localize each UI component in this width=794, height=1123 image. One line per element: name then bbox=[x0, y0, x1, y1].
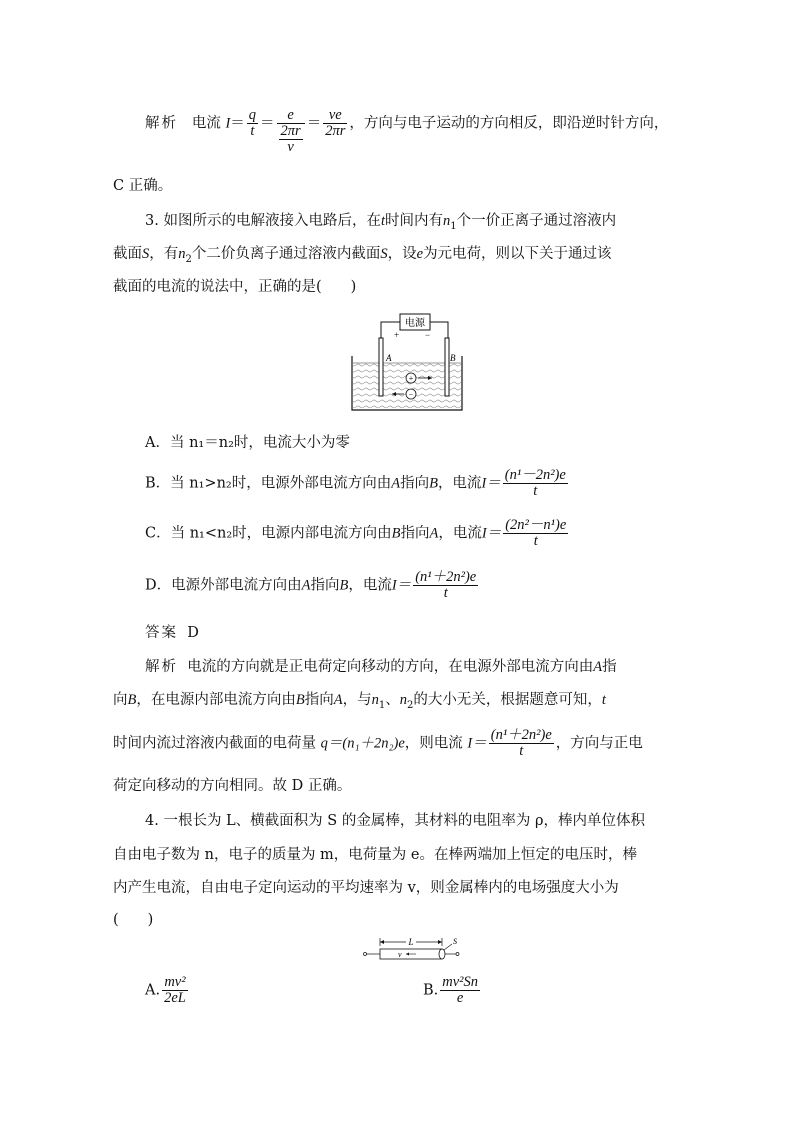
fraction: $\frac{q}{t}$ bbox=[248, 107, 257, 139]
q3-analysis-line-4: 荷定向移动的方向相同。故 D 正确。 bbox=[113, 778, 352, 794]
analysis-text: ，方向与电子运动的方向相反，即沿逆时针方向， bbox=[349, 115, 669, 132]
fraction: $\frac{\text{(n¹－2n²)e}}{t}$ bbox=[504, 467, 566, 499]
question-4-line-1: 4. 一根长为 L、横截面积为 S 的金属棒，其材料的电阻率为 ρ，棒内单位体积 bbox=[145, 813, 645, 829]
formula-symbol: I bbox=[225, 115, 231, 132]
q4-option-a: A. $\frac{\text{mv²}}{2eL}$ bbox=[145, 974, 186, 1006]
q3-analysis-line-2: 向B，在电源内部电流方向由B指向A，与$n_1$、$n_2$的大小无关，根据题意可知，t bbox=[113, 692, 606, 711]
question-4-line-3: 内产生电流，自由电子定向运动的平均速率为 v，则金属棒内的电场强度大小为 bbox=[113, 880, 619, 896]
electrode-a-label: A bbox=[386, 353, 392, 363]
analysis-text: 电流 bbox=[191, 115, 221, 132]
option-a: A．当 n₁＝n₂时，电流大小为零 bbox=[145, 435, 350, 451]
fraction: $\frac{\text{(n¹＋2n²)e}}{t}$ bbox=[415, 569, 477, 601]
answer-label: 答案 bbox=[145, 625, 178, 641]
question-3-line-3: 截面的电流的说法中，正确的是( ) bbox=[113, 279, 357, 295]
metal-rod-diagram bbox=[360, 934, 472, 964]
fraction: $\frac{e}{\frac{2\pi r}{v}}$ bbox=[277, 108, 305, 155]
minus-sign: − bbox=[425, 330, 431, 340]
option-d: D．电源外部电流方向由A指向B，电流I＝ $\frac{\text{(n¹＋2n²)e}}{t}$ bbox=[145, 569, 477, 601]
q4-option-b: B. $\frac{\text{mv²Sn}}{e}$ bbox=[423, 974, 479, 1006]
question-4-line-4: ( ) bbox=[113, 912, 154, 928]
answer-value: D bbox=[187, 625, 199, 641]
q3-analysis-line-1: 解析 电流的方向就是正电荷定向移动的方向，在电源外部电流方向由A指 bbox=[145, 659, 617, 675]
fraction: $\frac{\text{(2n²－n¹)e}}{t}$ bbox=[505, 517, 567, 549]
analysis-label: 解析 bbox=[145, 115, 178, 132]
analysis-line-1: 解析 电流 I＝ $\frac{q}{t}$ ＝ $\frac{e}{\frac{2\pi r}{v}}$ ＝ $\frac{ve}{2\pi r}$ ，方向与电子运动的方向相反，即沿逆时针方向， bbox=[145, 107, 669, 155]
analysis-line-2: C 正确。 bbox=[113, 178, 173, 194]
length-label: L bbox=[408, 937, 414, 947]
plus-sign: + bbox=[394, 330, 400, 340]
fraction: $\frac{ve}{2\pi r}$ bbox=[325, 107, 346, 139]
velocity-label: v bbox=[398, 950, 402, 959]
electrode-b bbox=[445, 338, 449, 396]
option-b: B．当 n₁>n₂时，电源外部电流方向由A指向B，电流I＝ $\frac{\text{(n¹－2n²)e}}{t}$ bbox=[145, 467, 566, 499]
electrode-a bbox=[379, 338, 383, 396]
area-label: S bbox=[453, 937, 457, 946]
svg-text:+: + bbox=[408, 374, 414, 383]
svg-text:−: − bbox=[408, 390, 414, 399]
fraction: $\frac{\text{mv²}}{2eL}$ bbox=[164, 974, 186, 1006]
electrode-b-label: B bbox=[450, 353, 456, 363]
power-source-label: 电源 bbox=[405, 318, 425, 329]
electrolysis-diagram bbox=[348, 308, 468, 416]
q3-analysis-line-3: 时间内流过溶液内截面的电荷量 q＝(n₁＋2n₂)e，则电流 I＝ $\frac{\text{(n¹＋2n²)e}}{t}$ ，方向与正电 bbox=[113, 727, 643, 759]
fraction: $\frac{\text{mv²Sn}}{e}$ bbox=[442, 974, 479, 1006]
question-4-line-2: 自由电子数为 n，电子的质量为 m，电荷量为 e。在棒两端加上恒定的电压时，棒 bbox=[113, 847, 637, 863]
answer-line bbox=[145, 623, 681, 643]
fraction: $\frac{\text{(n¹＋2n²)e}}{t}$ bbox=[490, 727, 552, 759]
option-c: C．当 n₁<n₂时，电源内部电流方向由B指向A，电流I＝ $\frac{\text{(2n²－n¹)e}}{t}$ bbox=[145, 517, 567, 549]
question-3-line-1: 3. 如图所示的电解液接入电路后，在t时间内有$n_1$个一价正离子通过溶液内 bbox=[145, 213, 617, 232]
question-3-line-2: 截面S，有$n_2$个二价负离子通过溶液内截面S，设e为元电荷，则以下关于通过该 bbox=[113, 246, 612, 265]
